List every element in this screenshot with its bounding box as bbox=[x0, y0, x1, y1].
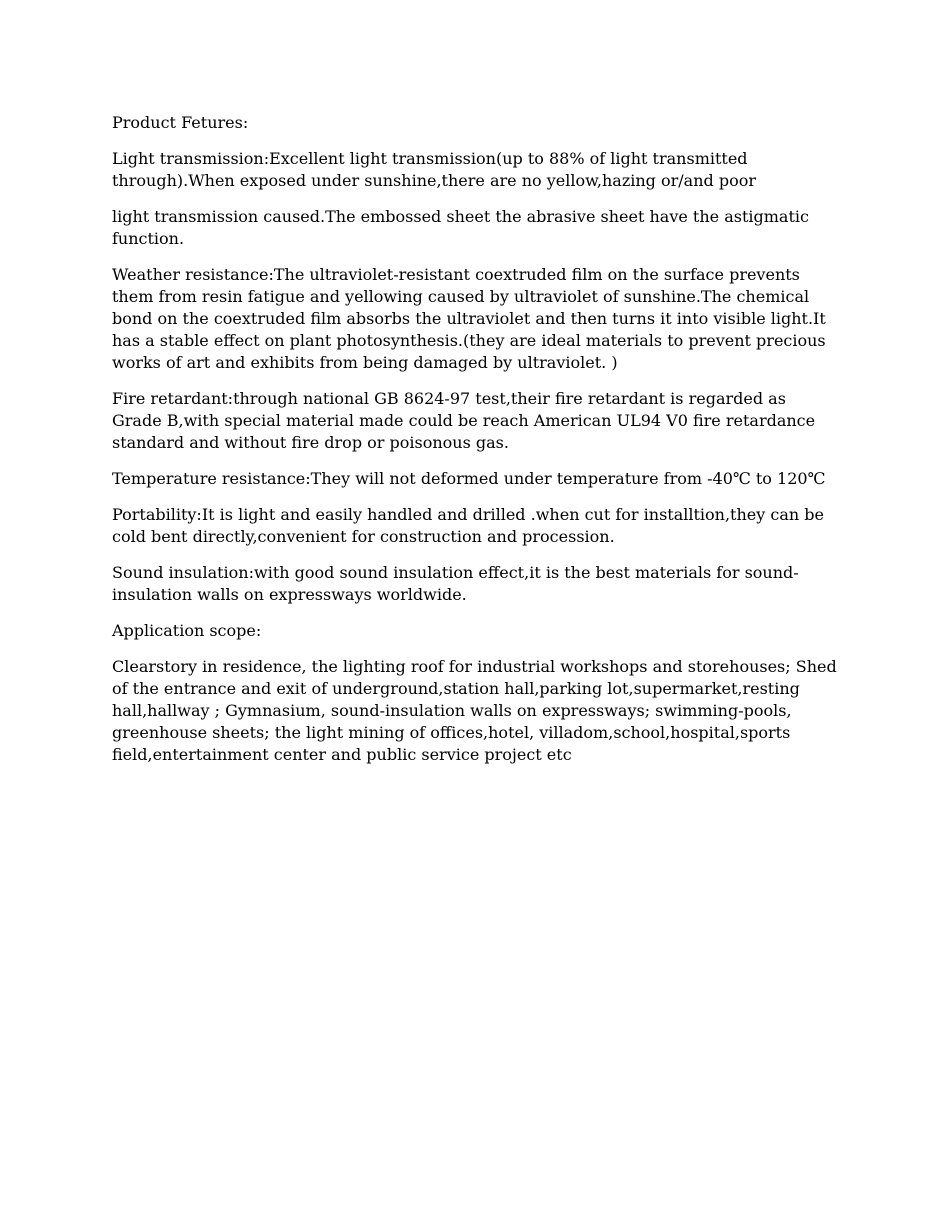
paragraph-fire-retardant: Fire retardant:through national GB 8624-97 test,their fire retardant is regarded as Grade B,with special material made could be reach American UL94 V0 fire retardance standard and without fire drop or poisonous gas. bbox=[112, 389, 816, 452]
section-heading-product-features: Product Fetures: bbox=[112, 113, 249, 132]
paragraph-light-transmission-continued: light transmission caused.The embossed sheet the abrasive sheet have the astigmatic function. bbox=[112, 207, 809, 248]
paragraph-light-transmission: Light transmission:Excellent light transmission(up to 88% of light transmitted through).When exposed under sunshine,there are no yellow,hazing or/and poor bbox=[112, 149, 756, 190]
paragraph-application-scope: Clearstory in residence, the lighting roof for industrial workshops and storehouses; Shed of the entrance and exit of underground,station hall,parking lot,supermarket,resting hall,hallway ; Gymnasium, sound-insulation walls on expressways; swimming-pools, greenhouse sheets; the light mining of offices,hotel, villadom,school,hospital,sports field,entertainment center and public service project etc bbox=[112, 657, 837, 764]
paragraph-portability: Portability:It is light and easily handled and drilled .when cut for installtion,they can be cold bent directly,convenient for construction and procession. bbox=[112, 505, 824, 546]
paragraph-temperature-resistance: Temperature resistance:They will not deformed under temperature from -40℃ to 120℃ bbox=[112, 469, 826, 488]
paragraph-weather-resistance: Weather resistance:The ultraviolet-resistant coextruded film on the surface prevents them from resin fatigue and yellowing caused by ultraviolet of sunshine.The chemical bond on the coextruded film absorbs the ultraviolet and then turns it into visible light.It has a stable effect on plant photosynthesis.(they are ideal materials to prevent precious works of art and exhibits from being damaged by ultraviolet. ) bbox=[112, 265, 826, 372]
section-heading-application-scope: Application scope: bbox=[112, 621, 262, 640]
paragraph-sound-insulation: Sound insulation:with good sound insulation effect,it is the best materials for sound-insulation walls on expressways worldwide. bbox=[112, 563, 799, 604]
